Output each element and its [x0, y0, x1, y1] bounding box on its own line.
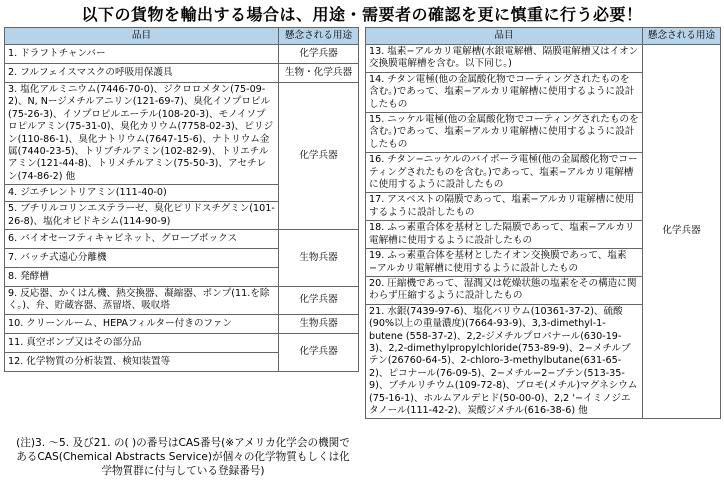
- item-cell: 4. ジエチレントリアミン(111-40-0): [5, 185, 279, 202]
- item-cell: 7. バッチ式遠心分離機: [5, 249, 279, 268]
- item-cell: 2. フルフェイスマスクの呼吸用保護具: [5, 64, 279, 83]
- item-cell: 8. 発酵槽: [5, 268, 279, 287]
- item-cell: 20. 圧縮機であって、湿潤又は乾燥状態の塩素をその構造に関わらず圧縮するように設計したもの: [366, 276, 643, 304]
- header-use: 懸念される用途: [643, 28, 721, 45]
- item-cell: 6. バイオセーフティキャビネット、グローブボックス: [5, 230, 279, 249]
- header-use: 懸念される用途: [279, 28, 359, 45]
- use-cell: 生物・化学兵器: [279, 64, 359, 83]
- page-title: 以下の貨物を輸出する場合は、用途・需要者の確認を更に慎重に行う必要！: [81, 5, 643, 24]
- table-row: [5, 314, 359, 333]
- item-cell: 15. ニッケル電極(他の金属酸化物でコーティングされたものを含む。)であって、塩素−アルカリ電解槽に使用するように設計したもの: [366, 113, 643, 153]
- item-cell: 11. 真空ポンプ又はその部分品: [5, 333, 279, 352]
- item-cell: 17. アスベストの隔膜であって、塩素−アルカリ電解槽に使用するように設計したもの: [366, 193, 643, 221]
- use-cell: 化学兵器: [279, 333, 359, 371]
- use-cell: 化学兵器: [279, 45, 359, 64]
- use-cell: 化学兵器: [279, 83, 359, 230]
- item-cell: 14. チタン電極(他の金属酸化物でコーティングされたものを含む。)であって、塩素−アルカリ電解槽に使用するように設計したもの: [366, 72, 643, 112]
- use-cell: 生物兵器: [279, 314, 359, 333]
- item-cell: 3. 塩化アルミニウム(7446-70-0)、ジクロロメタン(75-09-2)、N, Nージメチルアニリン(121-69-7)、臭化イソプロピル(75-26-3)、イソプロピルエーテル(108-20-3)、モノイソプロピルアミン(75-31-0)、臭化カリウム(7758-02-3)、ピリジン(110-86-1)、臭化ナトリウム(7647-15-6)、ナトリウム金属(7440-23-5)、トリブチルアミン(102-82-9)、トリエチルアミン(121-44-8)、トリメチルアミン(75-50-3)、アセチレン(74-86-2) 他: [5, 83, 279, 185]
- use-cell: 化学兵器: [279, 287, 359, 315]
- table-row: [366, 45, 721, 73]
- right-item-table: [365, 27, 721, 419]
- item-cell: 13. 塩素−アルカリ電解槽(水銀電解槽、隔膜電解槽又はイオン交換膜電解槽を含む。以下同じ。): [366, 45, 643, 73]
- item-cell: 18. ふっ素重合体を基材とした隔膜であって、塩素−アルカリ電解槽に使用するように設計したもの: [366, 221, 643, 249]
- item-cell: 19. ふっ素重合体を基材としたイオン交換膜であって、塩素−アルカリ電解槽に使用するように設計したもの: [366, 249, 643, 277]
- table-row: [5, 230, 359, 249]
- header-item: 品目: [5, 28, 279, 45]
- table-row: [5, 83, 359, 185]
- table-row: [5, 64, 359, 83]
- item-cell: 16. チタン−ニッケルのバイポーラ電極(他の金属酸化物でコーティングされたものを含む。)であって、塩素−アルカリ電解槽に使用するように設計したもの: [366, 153, 643, 193]
- header-item: 品目: [366, 28, 643, 45]
- table-row: [5, 287, 359, 315]
- left-item-table: [4, 27, 359, 372]
- use-cell: 生物兵器: [279, 230, 359, 287]
- table-header-row: [5, 28, 359, 45]
- table-row: [5, 333, 359, 352]
- table-header-row: [366, 28, 721, 45]
- item-cell: 5. ブチリルコリンエステラーゼ、臭化ピリドスチグミン(101-26-8)、塩化オビドキシム(114-90-9): [5, 202, 279, 230]
- cas-footnote: (注)3. ～5. 及び21. の( )の番号はCAS番号(※アメリカ化学会の機関であるCAS(Chemical Abstracts Service)が個々の化学物質もしくは化学物質群に付与している登録番号): [16, 437, 350, 477]
- item-cell: 1. ドラフトチャンバー: [5, 45, 279, 64]
- item-cell: 9. 反応器、かくはん機、熱交換器、凝縮器、ポンプ(11.を除く。)、弁、貯蔵容器、蒸留塔、吸収塔: [5, 287, 279, 315]
- item-cell: 10. クリーンルーム、HEPAフィルター付きのファン: [5, 314, 279, 333]
- use-cell: 化学兵器: [643, 45, 721, 419]
- item-cell: 12. 化学物質の分析装置、検知装置等: [5, 352, 279, 371]
- table-row: [5, 45, 359, 64]
- item-cell: 21. 水銀(7439-97-6)、塩化バリウム(10361-37-2)、硫酸(90%以上の重量濃度)(7664-93-9)、3,3-dimethyl-1-butene (558-37-2)、2,2-ジメチルプロパナール(630-19-3)、2,2-dimethylpropylchloride(753-89-9)、2−メチルブテン(26760-64-5)、2-chloro-3-methylbutane(631-65-2)、ピコナール(76-09-5)、2−メチル−2−ブテン(513-35-9)、ブチルリチウム(109-72-8)、ブロモ(メチル)マグネシウム(75-16-1)、ホルムアルデヒド(50-00-0)、2,2 '−イミノジエタノール(111-42-2)、炭酸ジメチル(616-38-6) 他: [366, 304, 643, 419]
